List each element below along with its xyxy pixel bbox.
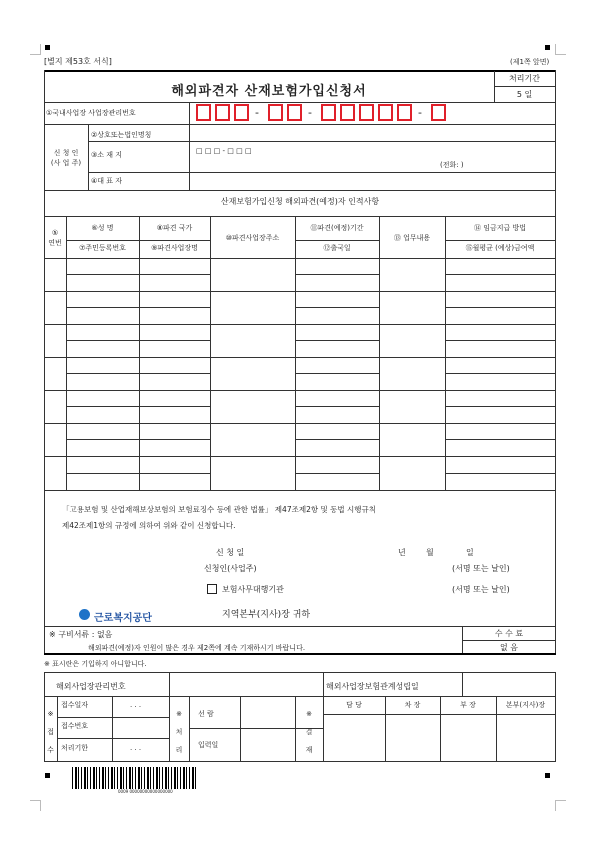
declaration-line-1: 「고용보험 및 산업재해보상보험의 보험료징수 등에 관한 법률」 제47조제2항 및 동법 시행규칙 — [62, 505, 376, 514]
reg-digit-box[interactable] — [340, 104, 355, 121]
agency-label: 보험사무대행기관 — [222, 585, 284, 594]
declaration-line-2: 제42조제1항의 규정에 의하여 위와 같이 신청합니다. — [62, 521, 236, 530]
deadline-label: 처리기한 — [61, 744, 89, 752]
col-departure-header: ⑫출국일 — [323, 244, 351, 252]
applicant-signature-field[interactable]: (서명 또는 날인) — [452, 564, 510, 573]
col-period-header: ⑪파견(예정)기간 — [310, 224, 364, 232]
recipient-office: 지역본부(지사)장 귀하 — [222, 610, 311, 620]
address-value[interactable]: □ □ □ - □ □ □ — [196, 147, 252, 155]
reg-digit-box[interactable] — [268, 104, 283, 121]
col-avg-wage-header: ⑮월평균 (예상)금여액 — [465, 244, 535, 252]
approval-side-label: ※ 결 재 — [305, 710, 313, 754]
crop-mark-tr — [555, 44, 566, 55]
insurance-relation-date-label: 해외사업장보험관계성립일 — [326, 682, 419, 691]
processing-period-value: 5 일 — [516, 90, 533, 99]
reg-digit-box[interactable] — [287, 104, 302, 121]
crop-mark-bl — [30, 800, 41, 811]
deadline-value[interactable]: . . . — [130, 744, 142, 752]
applicant-signature-label: 신청인(사업주) — [204, 564, 257, 573]
approval-staff: 담 당 — [346, 701, 362, 709]
review-label: 선 람 — [198, 710, 214, 718]
reg-separator: - — [308, 106, 312, 119]
application-date-label: 신 청 일 — [216, 548, 245, 557]
reg-digit-box[interactable] — [196, 104, 211, 121]
crop-mark-br — [555, 800, 566, 811]
reg-separator: - — [255, 106, 259, 119]
applicant-side-label: 신 청 인 (사 업 주) — [50, 149, 82, 167]
phone-field[interactable]: (전화: ) — [440, 161, 464, 169]
approval-manager: 부 장 — [460, 701, 476, 709]
date-month[interactable]: 월 — [426, 548, 434, 557]
processing-period-label: 처리기간 — [509, 74, 540, 83]
approval-head: 본부(지사)장 — [505, 701, 546, 709]
reg-separator: - — [418, 106, 422, 119]
barcode-text: 0009 00000000000000000 — [118, 789, 173, 794]
recipient-org: 근로복지공단 — [94, 613, 152, 624]
representative-label: ④대 표 자 — [91, 177, 123, 185]
form-number: [별지 제53호 서식] — [44, 57, 112, 66]
registration-mark-tl — [45, 45, 50, 50]
reg-digit-box[interactable] — [359, 104, 374, 121]
fee-label: 수 수 료 — [494, 629, 524, 638]
col-name-header: ⑥성 명 — [91, 224, 114, 232]
fee-value: 없 음 — [500, 643, 518, 652]
receipt-date-label: 접수일자 — [61, 701, 89, 709]
reg-digit-box[interactable] — [215, 104, 230, 121]
registration-number-label: ①국내사업장 사업장관리번호 — [46, 109, 136, 117]
approval-deputy: 차 장 — [404, 701, 421, 709]
date-day[interactable]: 일 — [466, 548, 474, 557]
col-site-name-header: ⑨파견사업장명 — [151, 244, 198, 252]
reg-digit-box[interactable] — [397, 104, 412, 121]
receipt-number-label: 접수번호 — [61, 722, 89, 730]
reg-digit-box[interactable] — [431, 104, 446, 121]
reg-digit-box[interactable] — [234, 104, 249, 121]
agency-checkbox[interactable] — [207, 584, 217, 594]
col-pay-method-header: ⑭ 임금지급 방법 — [473, 224, 527, 232]
reg-digit-box[interactable] — [321, 104, 336, 121]
crop-mark-tl — [30, 44, 41, 55]
process-side-label: ※ 처 리 — [175, 710, 183, 754]
section-title: 산재보험가입신청 해외파견(예정)자 인적사항 — [220, 197, 380, 206]
col-duty-header: ⑬ 업무내용 — [393, 234, 431, 242]
agency-signature-field[interactable]: (서명 또는 날인) — [452, 585, 510, 594]
registration-mark-br — [545, 773, 550, 778]
company-name-label: ②상호또는법인명칭 — [91, 131, 152, 139]
receipt-date-value[interactable]: . . . — [130, 701, 142, 709]
col-rrn-header: ⑦주민등록번호 — [79, 244, 126, 252]
reg-digit-box[interactable] — [378, 104, 393, 121]
registration-mark-bl — [45, 773, 50, 778]
barcode-icon — [72, 767, 198, 789]
registration-mark-tr — [545, 45, 550, 50]
col-site-address-header: ⑩파견사업장주소 — [225, 234, 280, 242]
attachments-note: 해외파견(예정)자 인원이 많은 경우 제2쪽에 계속 기재하시기 바랍니다. — [88, 644, 306, 652]
col-serial-header: ⑤ 연번 — [48, 229, 62, 247]
overseas-mgmt-number-label: 해외사업장관리번호 — [56, 682, 126, 691]
kcomwel-logo-icon — [79, 609, 90, 620]
attachments-label: ※ 구비서류 : 없음 — [49, 630, 113, 639]
input-date-label: 입력일 — [198, 741, 219, 749]
form-title: 해외파견자 산재보험가입신청서 — [171, 84, 367, 99]
address-label: ③소 재 지 — [91, 151, 123, 159]
office-use-note: ※ 표시란은 기입하지 아니합니다. — [44, 660, 147, 668]
receipt-side-label: ※ 접 수 — [47, 710, 54, 754]
date-year[interactable]: 년 — [398, 548, 406, 557]
col-country-header: ⑧파견 국가 — [156, 224, 193, 232]
page-note: (제1쪽 앞면) — [510, 58, 550, 66]
